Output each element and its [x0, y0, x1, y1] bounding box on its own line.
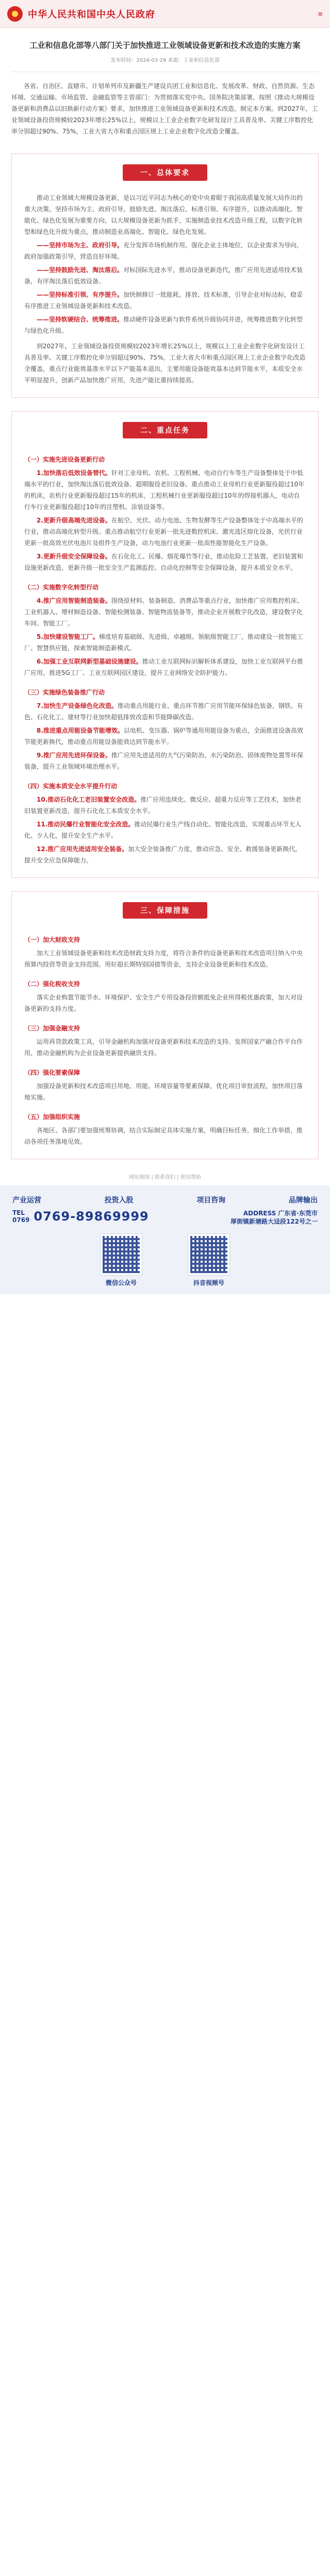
group-title: （一）实施先进设备更新行动: [24, 456, 105, 463]
task-head: 5.加快建设智能工厂。: [37, 633, 99, 640]
principle-item: [24, 314, 306, 336]
task-item: [24, 595, 306, 629]
task-item: [24, 819, 306, 841]
task-text: 推广应用连续化、微反应、超重力反应等工艺技术，加快老旧装置更新改造，提升石化化工本质安全水平。: [24, 796, 302, 815]
task-item: [24, 515, 306, 549]
task-item: [24, 992, 306, 1014]
task-item: [24, 725, 306, 748]
task-head: 11.推动民爆行业智能化安全改造。: [37, 821, 135, 828]
tel-prefix: TEL 0769: [12, 1209, 30, 1224]
menu-icon[interactable]: ≡: [317, 10, 323, 18]
qr-item[interactable]: [101, 1234, 142, 1287]
phone-number[interactable]: 0769-89869999: [34, 1209, 149, 1224]
task-item: [24, 947, 306, 970]
task-item: [24, 467, 306, 513]
service-label: 品牌输出: [288, 1196, 318, 1205]
group-title: （四）实施本质安全水平提升行动: [24, 783, 118, 790]
principle-item: [24, 289, 306, 312]
task-text: 推动重点用能行业、重点环节推广应用节能环保绿色装备，钢铁、有色、石化化工、建材等行业加快超低排放改造和节能降碳改造。: [24, 702, 303, 721]
closing-paragraph: 到2027年，工业领域设备投资规模较2023年增长25%以上，规模以上工业企业数字化研发设计工具普及率、关键工序数控化率分别超过90%、75%，工业大省大市和重点园区规上工业企业数字化改造全覆盖，重点行业能效基准水平以下产能基本退出，主要用能设备能效基本达到节能水平，本质安全水平明显提升，创新产品加快推广应用，先进产能比重持续提高。: [24, 343, 306, 384]
task-text: 围绕原材料、装备制造、消费品等重点行业，加快推广应用数控机床、工业机器人、增材制造设备、智能检测装备、智能物流装备等，推动企业开展数字化改造，建设数字化车间、智能工厂。: [24, 597, 303, 627]
address-text: ADDRESS 广东省·东莞市 厚街镇新塘路大迳段122号之一: [230, 1210, 318, 1225]
qr-label: 抖音视频号: [193, 1279, 224, 1286]
section-header: [12, 154, 318, 181]
task-text: 梯度培育基础级、先进级、卓越级、领航级智能工厂，推动建设一批智能工厂、智慧供应链，探索智能制造新模式。: [24, 633, 303, 652]
service-label: 产业运营: [12, 1196, 41, 1205]
paragraph: 推动工业领域大规模设备更新，是以习近平同志为核心的党中央着眼于我国高质量发展大局作出的重大决策。坚持市场为主、政府引导，鼓励先进、淘汰落后，标准引领、有序提升，以推动高端化、智能化、绿色化发展为重要方向，以大规模设备更新为抓手，实施制造业技术改造升级工程，以数字化转型和绿色化升级为重点，推动制造业高端化、智能化、绿色化发展。: [24, 194, 303, 235]
section-body: [12, 438, 318, 877]
task-head: 12.推广应用先进适用安全装备。: [37, 845, 128, 853]
task-text: 加强设备更新和技术改造项目用地、用能、环境容量等要素保障，优化项目审批流程，加快项目落地实施。: [24, 1082, 303, 1101]
task-item: [24, 1080, 306, 1103]
task-text: 以电机、变压器、锅炉等通用用能设备为重点，全面推进设备高效节能更新换代，推动重点用能设备能效达到节能水平。: [24, 727, 303, 745]
qr-item[interactable]: [188, 1234, 229, 1287]
service-labels: [12, 1195, 318, 1205]
principle-item: [24, 240, 306, 262]
task-text: 针对工业母机、农机、工程机械、电动自行车等生产设备整体处于中低端水平的行业，加快淘汰落后低效设备、超期服役老旧设备。重点推动工业母机行业更新服役超过10年的机床，农机行业更新服役超过15年的机床，工程机械行业更新服役超过10年的焊接机器人，电动自行车行业更新服役超过10年的注塑机、涂装设备等。: [24, 469, 305, 511]
service-label: 投资入股: [104, 1196, 134, 1205]
principle-text: 推动硬件设备更新与软件系统升级协同并进，统筹推进数字化转型与绿色化升级。: [24, 316, 303, 334]
group-title: （二）实施数字化转型行动: [24, 584, 99, 591]
task-head: 2.更新升级高端先进设备。: [37, 517, 111, 524]
task-head: 4.推广应用智能制造装备。: [37, 597, 111, 604]
section-tag: 一、总体要求: [123, 164, 207, 181]
task-text: 运用再贷款政策工具，引导金融机构加强对设备更新和技术改造的支持。发挥国家产融合作平台作用，推动金融机构为企业设备更新提供融资支持。: [24, 1038, 303, 1057]
content-section: [11, 411, 319, 878]
group-title: （二）强化税收支持: [24, 980, 80, 988]
group-title: （五）加强组织实施: [24, 1113, 80, 1121]
qr-label: 微信公众号: [105, 1279, 137, 1286]
group-title: （四）强化要素保障: [24, 1069, 80, 1076]
national-emblem-icon: [7, 6, 23, 22]
task-head: 9.推广应用先进环保设备。: [37, 752, 111, 759]
task-item: [24, 794, 306, 817]
task-item: [24, 750, 306, 772]
principle-head: ——坚持软硬结合、统筹推进。: [37, 316, 124, 323]
task-text: 在航空、光伏、动力电池、生物发酵等生产设备整体处于中高端水平的行业，推动高端化转型升级。重点推动航空行业更新一批先进数控机床、激光选区熔化设备，光伏行业更新一批高效光伏电池片及组件生产设备，动力电池行业更新一批高性能智能化生产设备。: [24, 517, 303, 547]
article-intro: 各省、自治区、直辖市、计划单列市及新疆生产建设兵团工业和信息化、发展改革、财政、自然资源、生态环境、交通运输、市场监管、金融监管等主管部门：为贯彻落实党中央、国务院决策部署，按照《推动大规模设备更新和消费品以旧换新行动方案》要求，加快推进工业领域设备更新和技术改造，制定本方案。到2027年，工业领域设备投资规模较2023年增长25%以上，规模以上工业企业数字化研发设计工具普及率、关键工序数控化率分别超过90%、75%，工业大省大市和重点园区规上工业企业数字化改造全覆盖。: [11, 82, 318, 135]
task-head: 8.推进重点用能设备节能增效。: [37, 727, 124, 734]
task-text: 在石化化工、民爆、烟花爆竹等行业，推动危险工艺装置、老旧装置和设施更新改造，更新升级一批安全生产监测监控、自动化控制等安全保障设备，提升本质安全水平。: [24, 553, 303, 571]
qr-code-icon: [101, 1234, 142, 1275]
section-header: [12, 892, 318, 919]
content-section: [11, 154, 319, 398]
task-item: [24, 656, 306, 679]
task-head: 3.更新升级安全保障设备。: [37, 553, 111, 560]
contact-banner: [0, 1185, 330, 1231]
principle-item: [24, 264, 306, 287]
task-text: 推广应用先进适用的大气污染防治、水污染防治、固体废物处置等环保装备，提升工业领域环境治理水平。: [24, 752, 303, 770]
footer-links[interactable]: 网站地图 | 联系我们 | 使用帮助: [129, 1175, 201, 1180]
task-head: 7.加快生产设备绿色化改造。: [37, 702, 118, 709]
principle-head: ——坚持鼓励先进、淘汰落后。: [37, 266, 124, 274]
section-body: [12, 919, 318, 1159]
qr-code-icon: [188, 1234, 229, 1275]
group-title: （一）加大财政支持: [24, 936, 80, 943]
task-item: [24, 1125, 306, 1147]
task-text: 推动民爆行业生产线自动化、智能化改造，实现重点环节无人化、少人化，提升安全生产水平。: [24, 821, 302, 839]
principle-text: 加快制修订一批能耗、排放、技术标准，引导企业对标达标，稳妥有序推进工业领域设备更新和技术改造。: [24, 291, 303, 310]
task-item: [24, 631, 306, 654]
task-item: [24, 843, 306, 866]
principle-text: 对标国际先进水平，推动设备更新迭代，推广应用先进适用技术装备，有序淘汰落后低效设备。: [24, 266, 303, 285]
task-head: 10.推动石化化工老旧装置安全改造。: [37, 796, 141, 803]
article-title: 工业和信息化部等八部门关于加快推进工业领域设备更新和技术改造的实施方案: [29, 41, 301, 50]
section-tag: 三、保障措施: [123, 902, 207, 919]
task-text: 加大工业领域设备更新和技术改造财政支持力度，将符合条件的设备更新和技术改造项目纳入中央预算内投资等资金支持范围。用好超长期特别国债等资金，支持企业设备更新和技术改造。: [24, 950, 303, 968]
principle-head: ——坚持标准引领、有序提升。: [37, 291, 124, 298]
section-tag: 二、重点任务: [123, 422, 207, 438]
section-header: [12, 412, 318, 438]
site-header: [0, 0, 330, 28]
site-name[interactable]: 中华人民共和国中央人民政府: [28, 9, 155, 20]
qr-codes: [0, 1231, 330, 1294]
service-label: 项目咨询: [196, 1196, 226, 1205]
task-item: [24, 700, 306, 723]
contact-info: [12, 1209, 318, 1226]
task-text: 落实企业购置节能节水、环境保护、安全生产专用设备投资额抵免企业所得税优惠政策，加大对设备更新的支持力度。: [24, 994, 303, 1012]
task-item: [24, 551, 306, 573]
group-title: （三）实施绿色装备推广行动: [24, 689, 105, 696]
principle-head: ——坚持市场为主、政府引导。: [37, 242, 124, 249]
task-text: 各地区、各部门要加强统筹协调，结合实际制定具体实施方案，明确目标任务，细化工作举措，推动各项任务落地见效。: [24, 1127, 303, 1145]
group-title: （三）加强金融支持: [24, 1025, 80, 1032]
task-text: 加大安全装备推广力度，推动应急、安全、救援装备更新换代，提升安全应急保障能力。: [24, 845, 302, 864]
content-section: [11, 891, 319, 1159]
article-meta: 发布时间：2024-03-29 来源：工业和信息化部: [110, 58, 220, 63]
task-item: [24, 1036, 306, 1059]
article: [0, 28, 330, 1164]
principle-text: 充分发挥市场机制作用，强化企业主体地位，以企业需求为导向，政府加强政策引导，营造良好环境。: [24, 242, 303, 260]
task-head: 1.加快落后低效设备替代。: [37, 469, 111, 477]
task-head: 6.加强工业互联网新型基础设施建设。: [37, 658, 142, 665]
section-body: [12, 181, 318, 397]
task-text: 推动工业互联网标识解析体系建设，加快工业互联网平台推广应用，推进5G工厂、工业互联网园区建设，提升工业网络安全防护能力。: [24, 658, 303, 676]
